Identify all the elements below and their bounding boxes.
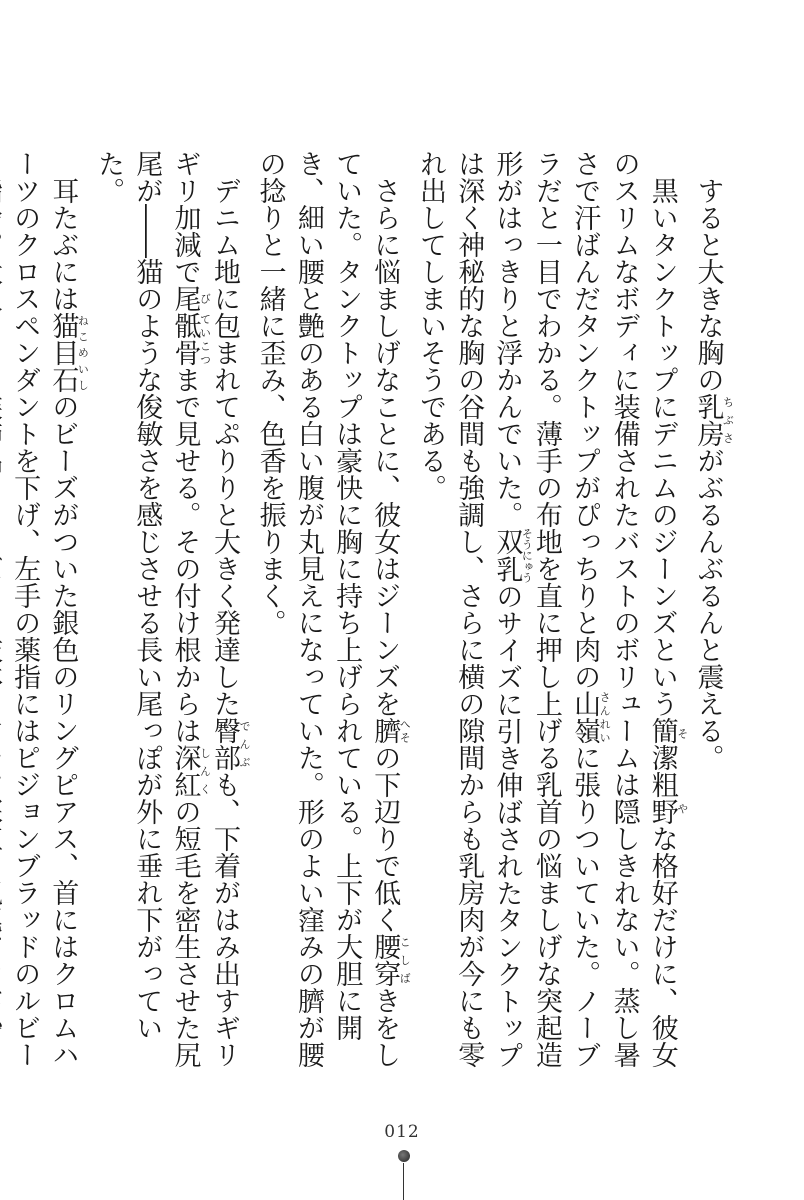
- ruby-base: 山嶺: [569, 690, 601, 744]
- ruby-base: 深紅: [169, 744, 201, 798]
- ruby-annotation: [169, 312, 212, 366]
- paragraph: [411, 150, 689, 1070]
- text-run: 黒いタンクトップにデニムのジーンズという: [646, 177, 678, 717]
- ruby-annotation: [169, 285, 212, 312]
- ruby-reading: さんれい: [598, 690, 612, 744]
- ruby-annotation: [491, 527, 534, 583]
- page-text-column: [9, 150, 735, 1070]
- paragraph: [688, 150, 734, 1070]
- ruby-base: 尾: [169, 285, 201, 312]
- text-run: な格好だけに、彼女のスリムなボディに装備されたバストのボリュームは隠しきれない。蒸し暑さで汗ばんだタンクトップがぴっちりと肉の: [569, 150, 678, 1068]
- ruby-reading: び: [198, 285, 212, 312]
- ruby-base: 双乳: [491, 527, 523, 583]
- ruby-annotation: [369, 717, 412, 744]
- ruby-annotation: [169, 744, 212, 798]
- paragraph: [0, 150, 89, 1070]
- ruby-base: 臍: [369, 717, 401, 744]
- ruby-annotation: [47, 312, 90, 393]
- text-run: の下辺りで低く: [369, 744, 401, 933]
- ruby-base: 乳房: [692, 393, 724, 447]
- page-ornament-line: [403, 1163, 404, 1200]
- ruby-base: 腰穿: [369, 933, 401, 987]
- text-run: の短毛を密生させた尻尾が――猫のような俊敏さを感じさせる長い尾っぽが外に垂れ下がっていた。: [93, 150, 201, 1068]
- text-run: のサイズに引き伸ばされたタンクトップは深く神秘的な胸の谷間も強調し、さらに横の隙間からも乳房肉が今にも零れ出してしまいそうである。: [414, 150, 523, 1069]
- text-run: も、下着がはみ出すギリギリ加減で: [169, 150, 240, 1068]
- text-run: のビーズがついた銀色のリングピアス、首にはクロムハーツのクロスペンダントを下げ、左手の薬指にはピジョンブラッドのルビー: [9, 150, 79, 1068]
- text-run: デニム地に包まれてぷりりと大きく発達した: [208, 177, 240, 717]
- page-number: 012: [384, 1122, 420, 1142]
- ruby-reading: しんく: [198, 744, 212, 798]
- text-run: すると大きな胸の: [692, 177, 724, 393]
- ruby-annotation: [369, 933, 412, 987]
- ruby-annotation: [646, 717, 689, 825]
- paragraph: [250, 150, 410, 1070]
- ruby-base: 骶骨: [169, 312, 201, 366]
- ruby-reading: ていこつ: [198, 312, 212, 366]
- ruby-reading: ねこめいし: [76, 312, 90, 393]
- ruby-base: 臀部: [208, 717, 240, 771]
- ruby-annotation: [569, 690, 612, 744]
- text-run: きをしていた。タンクトップは豪快に胸に持ち上げられている。上下が大胆に開き、細い腰と艶のある白い腹が丸見えになっていた。形のよい窪みの臍が腰の捻りと一緒に歪み、色香を振りまく。: [254, 150, 401, 1068]
- ruby-reading: そうにゅう: [520, 527, 534, 583]
- ruby-reading: ちぶさ: [721, 393, 735, 447]
- text-run: に張りついていた。ノーブラだと一目でわかる。薄手の布地を直に押し上げる乳首の悩ましげな突起造形がはっきりと浮かんでいた。: [491, 150, 601, 1068]
- paragraph: [89, 150, 251, 1070]
- text-run: さらに悩ましげなことに、彼女はジーンズを: [369, 177, 401, 717]
- page-ornament-dot-icon: [398, 1150, 410, 1162]
- text-run: まで見せる。その付け根からは: [169, 366, 201, 744]
- ruby-reading: でんぶ: [237, 717, 251, 771]
- ruby-reading: へそ: [398, 717, 412, 744]
- text-run: 耳たぶには: [47, 177, 79, 312]
- ruby-annotation: [692, 393, 735, 447]
- ruby-base: 簡潔粗野: [646, 717, 678, 825]
- ruby-reading: こしば: [398, 933, 412, 987]
- ruby-annotation: [208, 717, 251, 771]
- text-run: がぶるんぶるんと震える。: [692, 447, 724, 771]
- ruby-reading: そや: [675, 717, 689, 825]
- ruby-base: 猫目石: [47, 312, 79, 393]
